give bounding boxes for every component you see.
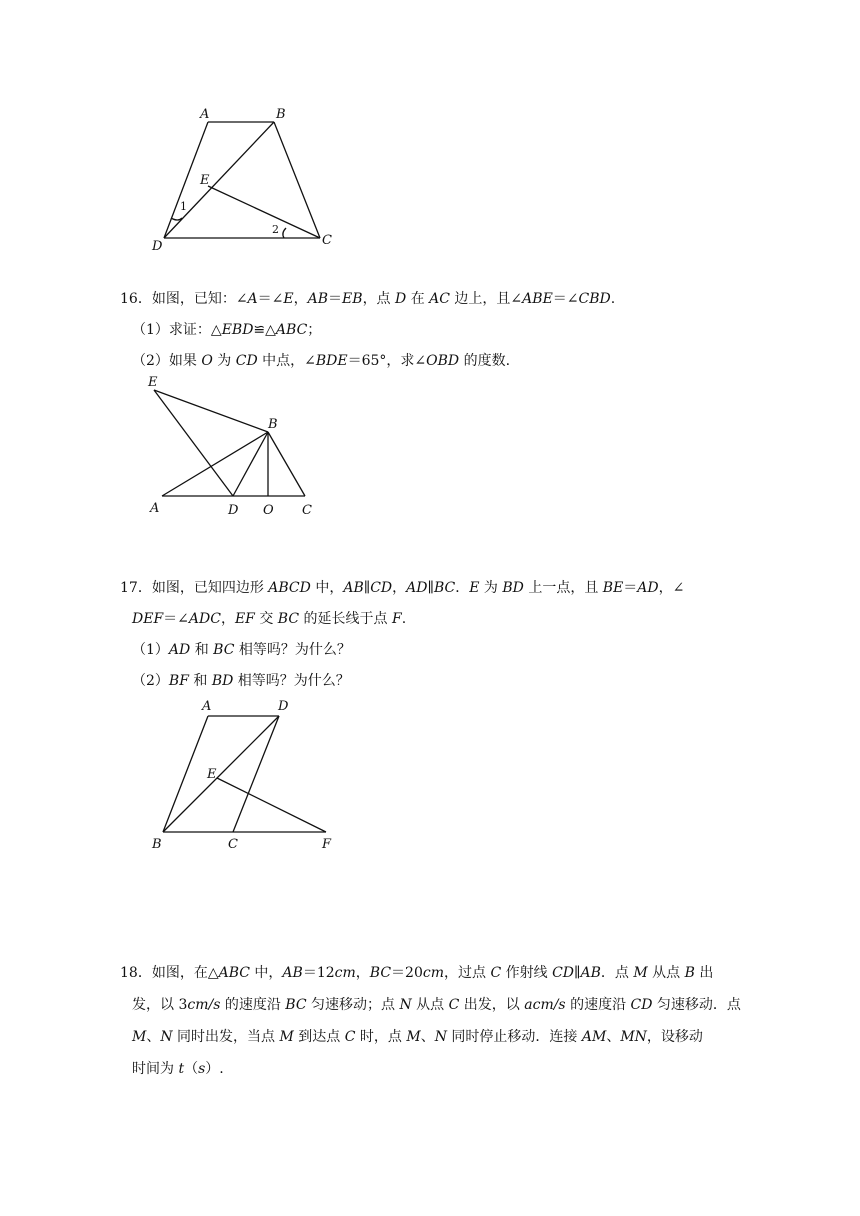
label-a: A bbox=[200, 107, 210, 122]
problem-18-line-1: 18．如图，在△ABC 中，AB＝12cm，BC＝20cm，过点 C 作射线 CD∥AB．点 M 从点 B 出 bbox=[120, 965, 714, 981]
figure-17 bbox=[140, 692, 360, 862]
label-f: F bbox=[322, 837, 332, 852]
segment-ab bbox=[163, 716, 208, 832]
label-b: B bbox=[152, 837, 162, 852]
label-angle-1: 1 bbox=[180, 200, 187, 213]
label-d: D bbox=[278, 699, 289, 714]
segment-db bbox=[164, 122, 274, 238]
angle-2-arc bbox=[283, 228, 286, 238]
label-c: C bbox=[302, 503, 312, 518]
label-e: E bbox=[200, 173, 210, 188]
segment-eb bbox=[154, 390, 268, 432]
segment-ed bbox=[154, 390, 233, 496]
segment-bc bbox=[274, 122, 320, 238]
label-c: C bbox=[228, 837, 238, 852]
label-a: A bbox=[150, 501, 160, 516]
problem-16-part-1: （1）求证：△EBD≌△ABC； bbox=[132, 322, 322, 338]
problem-18-line-3: M、N 同时出发，当点 M 到达点 C 时，点 M、N 同时停止移动．连接 AM、MN，设移动 bbox=[132, 1029, 703, 1045]
segment-bc bbox=[268, 432, 305, 496]
figure-17-svg bbox=[140, 692, 360, 862]
label-b: B bbox=[268, 417, 278, 432]
segment-ec bbox=[208, 186, 320, 238]
problem-17-statement-line-1: 17．如图，已知四边形 ABCD 中，AB∥CD，AD∥BC．E 为 BD 上一点，且 BE＝AD，∠ bbox=[120, 580, 685, 596]
problem-16-part-2: （2）如果 O 为 CD 中点，∠BDE＝65°，求∠OBD 的度数. bbox=[132, 353, 511, 369]
label-e: E bbox=[148, 375, 158, 390]
label-a: A bbox=[202, 699, 212, 714]
angle-1-arc bbox=[171, 218, 182, 220]
problem-17 bbox=[120, 573, 740, 697]
segment-ab bbox=[162, 432, 268, 496]
problem-16-statement: 16．如图，已知：∠A＝∠E，AB＝EB，点 D 在 AC 边上，且∠ABE＝∠CBD. bbox=[120, 291, 616, 307]
label-e: E bbox=[207, 767, 217, 782]
problem-16 bbox=[120, 284, 740, 377]
problem-18 bbox=[120, 957, 740, 1085]
segment-dc bbox=[233, 716, 279, 832]
figure-15-svg bbox=[140, 100, 360, 260]
label-d: D bbox=[228, 503, 239, 518]
label-angle-2: 2 bbox=[272, 223, 279, 236]
segment-bd bbox=[163, 716, 279, 832]
problem-17-statement-line-2: DEF＝∠ADC，EF 交 BC 的延长线于点 F. bbox=[132, 611, 407, 627]
problem-17-part-1: （1）AD 和 BC 相等吗？为什么？ bbox=[132, 642, 351, 658]
label-d: D bbox=[152, 239, 163, 254]
label-c: C bbox=[322, 233, 332, 248]
label-b: B bbox=[276, 107, 286, 122]
figure-16 bbox=[140, 368, 340, 518]
problem-18-line-2: 发，以 3cm/s 的速度沿 BC 匀速移动；点 N 从点 C 出发，以 acm/s 的速度沿 CD 匀速移动．点 bbox=[132, 997, 741, 1013]
problem-18-line-4: 时间为 t（s）. bbox=[132, 1061, 224, 1077]
segment-ef bbox=[217, 778, 326, 832]
problem-17-part-2: （2）BF 和 BD 相等吗？为什么？ bbox=[132, 673, 350, 689]
segment-db bbox=[233, 432, 268, 496]
figure-15 bbox=[140, 100, 360, 260]
figure-16-svg bbox=[140, 368, 340, 518]
label-o: O bbox=[263, 503, 274, 518]
